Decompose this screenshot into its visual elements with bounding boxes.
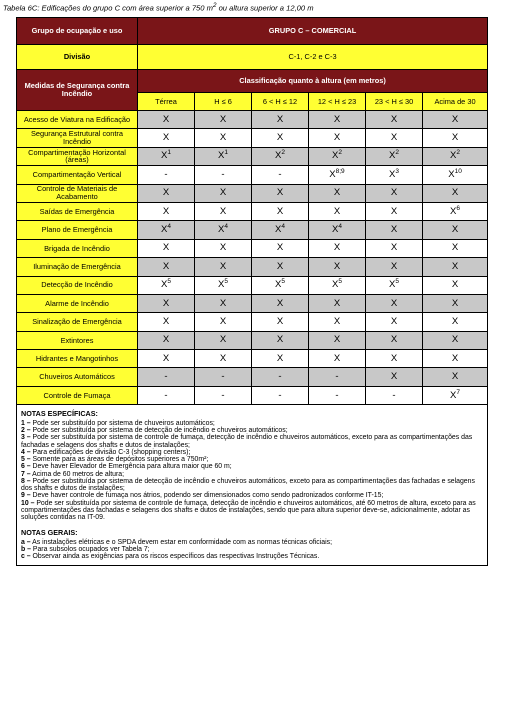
requirement-mark: X bbox=[451, 113, 459, 125]
requirement-cell bbox=[366, 221, 423, 239]
requirement-mark: X bbox=[333, 260, 341, 272]
requirement-cell bbox=[423, 184, 488, 202]
requirement-cell bbox=[195, 368, 252, 386]
requirement-cell bbox=[366, 386, 423, 404]
requirement-cell bbox=[423, 129, 488, 147]
requirement-cell bbox=[252, 147, 309, 165]
requirement-mark: X bbox=[219, 187, 227, 199]
requirement-mark: X bbox=[276, 187, 284, 199]
requirement-mark: X bbox=[390, 132, 398, 144]
general-note: a – As instalações elétricas e o SPDA devem estar em conformidade com as normas técnicas oficiais; bbox=[21, 538, 333, 546]
requirement-mark: X bbox=[161, 224, 168, 236]
requirement-mark: X bbox=[219, 260, 227, 272]
specific-note: 5 – Somente para as áreas de depósitos superiores a 750m²; bbox=[21, 456, 209, 464]
requirement-mark: X bbox=[390, 224, 398, 236]
requirement-mark: X bbox=[389, 279, 396, 291]
requirement-cell bbox=[252, 313, 309, 331]
specific-note: 10 – Pode ser substituída por sistema de controle de fumaça, detecção de incêndio e chuveiros automáticos, até 60 metros de altura, exceto para as compartimentações das fachadas e selagens dos shafts e dutos de instalações, sendo que para altura superior deve-se, adicionalmente, adotar as soluções contidas na IT-09. bbox=[21, 499, 476, 522]
requirement-mark: X bbox=[332, 150, 339, 162]
requirement-cell bbox=[252, 368, 309, 386]
requirement-cell bbox=[309, 331, 366, 349]
requirement-cell bbox=[366, 368, 423, 386]
requirement-cell bbox=[195, 184, 252, 202]
requirement-mark: X bbox=[162, 260, 170, 272]
requirement-mark: X bbox=[450, 150, 457, 162]
requirement-cell bbox=[309, 129, 366, 147]
requirement-cell bbox=[138, 147, 195, 165]
measure-label: Controle de Materiais de Acabamento bbox=[17, 184, 138, 202]
note-reference: 3 bbox=[395, 167, 399, 175]
notes-specific-title: NOTAS ESPECÍFICAS: bbox=[21, 409, 98, 419]
requirement-cell bbox=[195, 313, 252, 331]
requirement-cell bbox=[138, 386, 195, 404]
requirement-cell bbox=[252, 111, 309, 129]
requirement-cell bbox=[366, 111, 423, 129]
measure-label: Controle de Fumaça bbox=[17, 386, 138, 404]
requirement-cell bbox=[138, 331, 195, 349]
measure-label: Hidrantes e Mangotinhos bbox=[17, 350, 138, 368]
requirement-cell bbox=[138, 294, 195, 312]
requirement-mark: X bbox=[451, 334, 459, 346]
requirement-mark: X bbox=[276, 132, 284, 144]
requirement-cell bbox=[309, 184, 366, 202]
requirement-cell bbox=[252, 184, 309, 202]
requirement-cell bbox=[423, 350, 488, 368]
note-reference: 5 bbox=[281, 278, 285, 286]
table-row bbox=[17, 350, 488, 368]
requirement-cell bbox=[195, 258, 252, 276]
column-header: 12 < H ≤ 23 bbox=[309, 93, 366, 111]
table-row bbox=[17, 276, 488, 294]
specific-note: 8 – Pode ser substituída por sistema de detecção de incêndio e chuveiros automáticos, exceto para as compartimentações das fachadas e selagens dos shafts e dutos de instalações; bbox=[21, 477, 475, 493]
requirement-mark: X bbox=[390, 260, 398, 272]
requirement-mark: - bbox=[164, 168, 168, 180]
requirement-mark: X bbox=[162, 205, 170, 217]
requirement-cell bbox=[309, 202, 366, 220]
requirement-mark: - bbox=[221, 168, 225, 180]
requirement-cell bbox=[195, 111, 252, 129]
requirement-cell bbox=[423, 202, 488, 220]
table-row bbox=[17, 166, 488, 184]
requirement-mark: X bbox=[162, 187, 170, 199]
table-row bbox=[17, 368, 488, 386]
requirement-mark: X bbox=[276, 205, 284, 217]
requirement-mark: X bbox=[219, 334, 227, 346]
requirement-cell bbox=[195, 331, 252, 349]
requirement-cell bbox=[366, 184, 423, 202]
requirement-cell bbox=[423, 276, 488, 294]
requirement-cell bbox=[423, 294, 488, 312]
division-label: Divisão bbox=[17, 45, 138, 70]
requirement-cell bbox=[252, 166, 309, 184]
requirement-cell bbox=[138, 239, 195, 257]
requirement-mark: X bbox=[333, 113, 341, 125]
group-label: Grupo de ocupação e uso bbox=[17, 18, 138, 45]
group-value: GRUPO C – COMERCIAL bbox=[138, 18, 488, 45]
requirement-cell bbox=[423, 111, 488, 129]
column-header: Térrea bbox=[138, 93, 195, 111]
requirement-mark: X bbox=[390, 334, 398, 346]
requirement-mark: X bbox=[219, 205, 227, 217]
note-reference: 4 bbox=[224, 223, 228, 231]
measure-label: Brigada de Incêndio bbox=[17, 239, 138, 257]
requirement-mark: X bbox=[333, 132, 341, 144]
table-row bbox=[17, 184, 488, 202]
requirement-mark: X bbox=[390, 316, 398, 327]
requirement-mark: X bbox=[451, 297, 459, 309]
table-caption: Tabela 6C: Edificações do grupo C com área superior a 750 $m^2$ ou altura superior a 12,00 m bbox=[3, 2, 314, 13]
requirement-cell bbox=[252, 258, 309, 276]
requirement-cell bbox=[423, 313, 488, 331]
requirement-mark: X bbox=[448, 168, 455, 180]
note-reference: 4 bbox=[338, 223, 342, 231]
requirement-cell bbox=[309, 111, 366, 129]
requirement-mark: X bbox=[390, 187, 398, 199]
requirement-mark: - bbox=[221, 371, 225, 383]
requirement-mark: X bbox=[333, 242, 341, 254]
requirement-cell bbox=[309, 276, 366, 294]
requirement-cell bbox=[195, 147, 252, 165]
requirement-mark: X bbox=[451, 316, 459, 327]
note-reference: 2 bbox=[338, 149, 342, 157]
note-reference: 2 bbox=[281, 149, 285, 157]
requirement-cell bbox=[309, 350, 366, 368]
requirement-mark: X bbox=[390, 242, 398, 254]
requirement-cell bbox=[138, 202, 195, 220]
requirement-mark: X bbox=[451, 187, 459, 199]
requirement-mark: X bbox=[389, 150, 396, 162]
table-row bbox=[17, 331, 488, 349]
measure-label: Iluminação de Emergência bbox=[17, 258, 138, 276]
table-row bbox=[17, 221, 488, 239]
requirement-mark: X bbox=[450, 205, 457, 217]
requirement-cell bbox=[195, 276, 252, 294]
requirement-cell bbox=[309, 147, 366, 165]
requirement-mark: X bbox=[218, 150, 225, 162]
requirement-mark: X bbox=[276, 260, 284, 272]
requirement-mark: X bbox=[275, 279, 282, 291]
requirement-cell bbox=[423, 368, 488, 386]
requirement-mark: - bbox=[335, 389, 339, 401]
requirement-cell bbox=[252, 221, 309, 239]
requirement-mark: X bbox=[451, 260, 459, 272]
note-reference: 1 bbox=[167, 149, 171, 157]
requirement-cell bbox=[195, 221, 252, 239]
requirement-cell bbox=[195, 386, 252, 404]
measure-label: Compartimentação Vertical bbox=[17, 166, 138, 184]
note-reference: 6 bbox=[456, 204, 461, 212]
requirement-mark: X bbox=[333, 205, 341, 217]
requirement-mark: X bbox=[162, 316, 170, 327]
specific-note: 7 – Acima de 60 metros de altura; bbox=[21, 470, 125, 478]
requirement-cell bbox=[195, 129, 252, 147]
requirement-cell bbox=[195, 202, 252, 220]
requirement-mark: X bbox=[451, 242, 459, 254]
column-header: H ≤ 6 bbox=[195, 93, 252, 111]
table-row bbox=[17, 294, 488, 312]
requirement-mark: X bbox=[451, 352, 459, 364]
requirement-mark: - bbox=[278, 168, 282, 180]
requirement-mark: X bbox=[219, 242, 227, 254]
requirement-mark: X bbox=[390, 113, 398, 125]
requirement-mark: - bbox=[164, 371, 168, 383]
requirement-cell bbox=[138, 166, 195, 184]
table-row bbox=[17, 258, 488, 276]
requirement-cell bbox=[252, 386, 309, 404]
requirement-cell bbox=[195, 350, 252, 368]
notes-general-title: NOTAS GERAIS: bbox=[21, 528, 78, 538]
requirement-cell bbox=[423, 166, 488, 184]
requirement-cell bbox=[309, 313, 366, 331]
table-row bbox=[17, 313, 488, 331]
requirement-cell bbox=[423, 386, 488, 404]
requirement-cell bbox=[423, 239, 488, 257]
specific-note: 9 – Deve haver controle de fumaça nos átrios, podendo ser dimensionados como sendo padronizados conforme IT-15; bbox=[21, 492, 384, 500]
requirement-cell bbox=[195, 239, 252, 257]
requirement-mark: X bbox=[162, 334, 170, 346]
note-reference: 2 bbox=[456, 149, 461, 157]
table-row bbox=[17, 239, 488, 257]
specific-note: 1 – Pode ser substituído por sistema de chuveiros automáticos; bbox=[21, 419, 215, 427]
requirement-cell bbox=[366, 258, 423, 276]
requirement-cell bbox=[423, 147, 488, 165]
requirement-mark: X bbox=[333, 316, 341, 327]
requirement-mark: X bbox=[333, 187, 341, 199]
general-note: b – Para subsolos ocupados ver Tabela 7; bbox=[21, 546, 150, 554]
note-reference: 10 bbox=[454, 167, 462, 175]
requirement-cell bbox=[366, 331, 423, 349]
requirement-mark: X bbox=[218, 224, 225, 236]
requirement-cell bbox=[138, 221, 195, 239]
requirement-mark: X bbox=[333, 334, 341, 346]
note-reference: 5 bbox=[167, 278, 171, 286]
requirement-cell bbox=[309, 239, 366, 257]
column-header: 6 < H ≤ 12 bbox=[252, 93, 309, 111]
requirement-cell bbox=[138, 276, 195, 294]
requirement-mark: X bbox=[218, 279, 225, 291]
requirement-cell bbox=[252, 331, 309, 349]
table-row bbox=[17, 129, 488, 147]
measure-label: Segurança Estrutural contra Incêndio bbox=[17, 129, 138, 147]
requirement-mark: X bbox=[275, 150, 282, 162]
requirement-cell bbox=[309, 368, 366, 386]
measure-label: Saídas de Emergência bbox=[17, 202, 138, 220]
requirement-mark: X bbox=[390, 297, 398, 309]
requirement-mark: - bbox=[164, 389, 168, 401]
requirement-cell bbox=[366, 239, 423, 257]
specific-note: 4 – Para edificações de divisão C-3 (shopping centers); bbox=[21, 448, 191, 456]
requirement-mark: X bbox=[219, 132, 227, 144]
notes-section bbox=[17, 405, 488, 565]
requirement-mark: - bbox=[335, 371, 339, 383]
table-row bbox=[17, 202, 488, 220]
note-reference: 8;9 bbox=[335, 167, 345, 175]
note-reference: 4 bbox=[281, 223, 285, 231]
requirement-cell bbox=[423, 258, 488, 276]
requirement-mark: X bbox=[162, 132, 170, 144]
height-class-label: Classificação quanto à altura (em metros) bbox=[138, 70, 488, 93]
requirement-mark: X bbox=[332, 279, 339, 291]
specific-note: 3 – Pode ser substituída por sistema de controle de fumaça, detecção de incêndio e chuveiros automáticos, exceto para as compartimentações das fachadas e selagens dos shafts e dutos de instalações; bbox=[21, 434, 473, 449]
requirement-mark: X bbox=[161, 150, 168, 162]
requirement-mark: X bbox=[276, 352, 284, 364]
requirement-mark: X bbox=[162, 352, 170, 364]
measure-label: Chuveiros Automáticos bbox=[17, 368, 138, 386]
requirement-cell bbox=[138, 258, 195, 276]
requirement-mark: X bbox=[276, 316, 284, 327]
requirement-cell bbox=[366, 350, 423, 368]
requirement-mark: X bbox=[451, 279, 459, 291]
measure-label: Alarme de Incêndio bbox=[17, 294, 138, 312]
requirement-cell bbox=[252, 276, 309, 294]
note-reference: 7 bbox=[456, 388, 461, 396]
table-row bbox=[17, 147, 488, 165]
requirement-mark: X bbox=[333, 297, 341, 309]
requirement-mark: X bbox=[276, 242, 284, 254]
requirement-cell bbox=[309, 166, 366, 184]
requirement-cell bbox=[138, 313, 195, 331]
note-reference: 1 bbox=[224, 149, 228, 157]
requirement-mark: X bbox=[219, 352, 227, 364]
requirement-mark: X bbox=[219, 113, 227, 125]
requirement-cell bbox=[138, 350, 195, 368]
measure-label: Acesso de Viatura na Edificação bbox=[17, 111, 138, 129]
requirement-cell bbox=[309, 294, 366, 312]
note-reference: 2 bbox=[395, 149, 399, 157]
requirement-mark: X bbox=[333, 352, 341, 364]
note-reference: 5 bbox=[395, 278, 399, 286]
requirement-cell bbox=[138, 111, 195, 129]
requirement-mark: X bbox=[219, 316, 227, 327]
division-value: C-1, C-2 e C-3 bbox=[138, 45, 488, 70]
requirement-cell bbox=[252, 294, 309, 312]
requirements-table bbox=[16, 17, 488, 566]
requirement-mark: X bbox=[162, 297, 170, 309]
requirement-mark: X bbox=[219, 297, 227, 309]
specific-note: 6 – Deve haver Elevador de Emergência para altura maior que 60 m; bbox=[21, 463, 232, 471]
requirement-cell bbox=[423, 331, 488, 349]
requirement-mark: X bbox=[451, 224, 459, 236]
requirement-mark: X bbox=[276, 113, 284, 125]
requirement-cell bbox=[252, 239, 309, 257]
requirement-cell bbox=[366, 276, 423, 294]
requirement-mark: X bbox=[162, 242, 170, 254]
requirement-cell bbox=[252, 129, 309, 147]
note-reference: 5 bbox=[224, 278, 228, 286]
requirement-mark: X bbox=[276, 334, 284, 346]
requirement-mark: X bbox=[390, 371, 398, 383]
requirement-cell bbox=[366, 202, 423, 220]
requirement-cell bbox=[195, 294, 252, 312]
requirement-mark: - bbox=[221, 389, 225, 401]
requirement-cell bbox=[138, 129, 195, 147]
general-note: c – Observar ainda as exigências para os riscos específicos das respectivas Instruções Técnicas. bbox=[21, 553, 320, 561]
requirement-mark: X bbox=[161, 279, 168, 291]
measure-label: Plano de Emergência bbox=[17, 221, 138, 239]
measure-label: Detecção de Incêndio bbox=[17, 276, 138, 294]
requirement-cell bbox=[138, 368, 195, 386]
requirement-mark: X bbox=[390, 205, 398, 217]
requirement-mark: - bbox=[278, 389, 282, 401]
requirement-cell bbox=[138, 184, 195, 202]
requirement-cell bbox=[366, 129, 423, 147]
requirement-mark: - bbox=[278, 371, 282, 383]
column-header: Acima de 30 bbox=[423, 93, 488, 111]
requirement-mark: X bbox=[451, 132, 459, 144]
specific-note: 2 – Pode ser substituída por sistema de detecção de incêndio e chuveiros automáticos; bbox=[21, 427, 288, 435]
requirement-mark: - bbox=[392, 389, 396, 401]
measure-label: Sinalização de Emergência bbox=[17, 313, 138, 331]
requirement-mark: X bbox=[162, 113, 170, 125]
requirement-cell bbox=[366, 294, 423, 312]
requirement-cell bbox=[309, 258, 366, 276]
note-reference: 4 bbox=[167, 223, 171, 231]
requirement-mark: X bbox=[332, 224, 339, 236]
requirement-cell bbox=[309, 221, 366, 239]
note-reference: 5 bbox=[338, 278, 342, 286]
table-row bbox=[17, 386, 488, 404]
requirement-mark: X bbox=[390, 352, 398, 364]
requirement-cell bbox=[366, 313, 423, 331]
requirement-cell bbox=[252, 350, 309, 368]
requirement-cell bbox=[423, 221, 488, 239]
requirement-cell bbox=[195, 166, 252, 184]
requirement-mark: X bbox=[275, 224, 282, 236]
table-row bbox=[17, 111, 488, 129]
requirement-cell bbox=[309, 386, 366, 404]
requirement-mark: X bbox=[451, 371, 459, 383]
requirement-cell bbox=[366, 166, 423, 184]
requirement-mark: X bbox=[276, 297, 284, 309]
requirement-cell bbox=[252, 202, 309, 220]
requirement-cell bbox=[366, 147, 423, 165]
measures-label: Medidas de Segurança contra Incêndio bbox=[17, 70, 138, 111]
measure-label: Extintores bbox=[17, 331, 138, 349]
requirement-mark: X bbox=[450, 389, 457, 401]
measure-label: Compartimentação Horizontal (áreas) bbox=[17, 147, 138, 165]
column-header: 23 < H ≤ 30 bbox=[366, 93, 423, 111]
requirement-mark: X bbox=[329, 168, 336, 180]
requirement-mark: X bbox=[389, 168, 396, 180]
